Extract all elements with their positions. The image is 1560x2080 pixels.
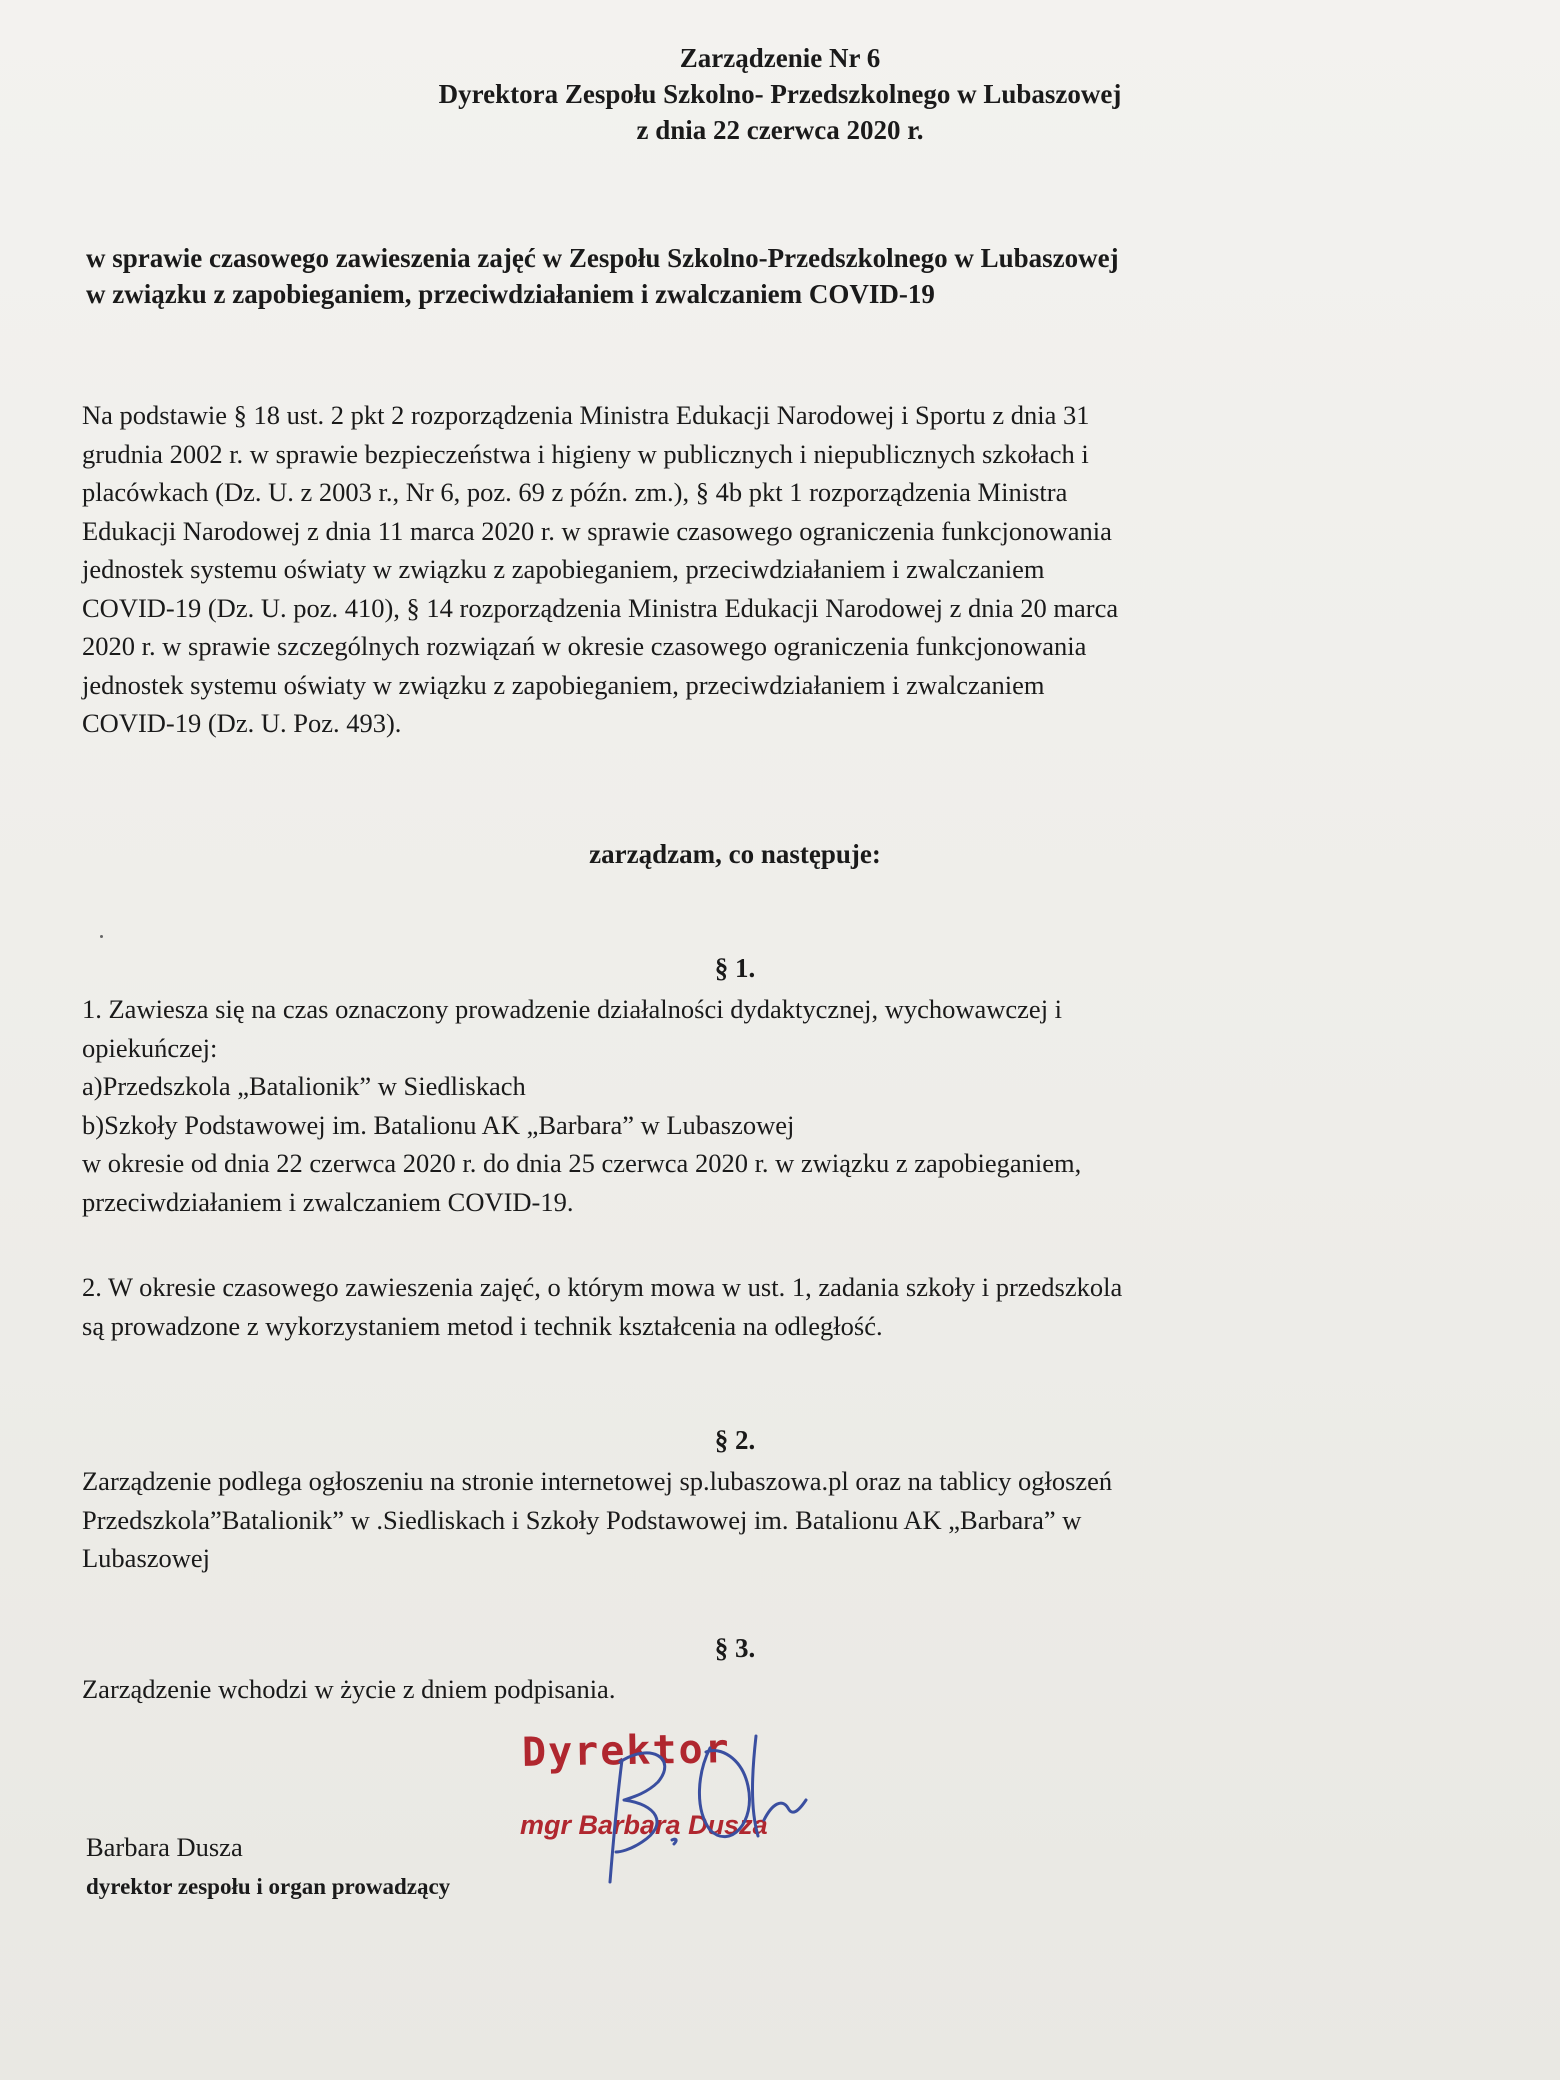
subject-line: w sprawie czasowego zawieszenia zajęć w Zespołu Szkolno-Przedszkolnego w Lubaszowej xyxy=(86,243,1119,273)
section-1-paragraph-2 xyxy=(82,1268,1422,1345)
document-issuer: Dyrektora Zespołu Szkolno- Przedszkolnego w Lubaszowej xyxy=(438,79,1122,109)
legal-basis-line: 2020 r. w sprawie szczególnych rozwiązań w okresie czasowego ograniczenia funkcjonowania xyxy=(82,631,1087,661)
handwritten-signature xyxy=(560,1712,820,1892)
section-line: są prowadzone z wykorzystaniem metod i technik kształcenia na odległość. xyxy=(82,1310,883,1341)
signature-stroke xyxy=(616,1753,665,1852)
section-line: Zarządzenie wchodzi w życie z dniem podpisania. xyxy=(82,1674,616,1704)
legal-basis-line: placówkach (Dz. U. z 2003 r., Nr 6, poz. 69 z późn. zm.), § 4b pkt 1 rozporządzenia Ministra xyxy=(82,477,1068,507)
legal-basis-line: grudnia 2002 r. w sprawie bezpieczeństwa i higieny w publicznych i niepublicznych szkołach i xyxy=(82,438,1089,469)
document-header xyxy=(0,40,1560,148)
legal-basis-line: Na podstawie § 18 ust. 2 pkt 2 rozporządzenia Ministra Edukacji Narodowej i Sportu z dnia 31 xyxy=(82,400,1090,430)
document-date: z dnia 22 czerwca 2020 r. xyxy=(636,115,924,145)
legal-basis-paragraph xyxy=(82,396,1372,743)
section-line: a)Przedszkola „Batalionik” w Siedliskach xyxy=(82,1071,526,1101)
section-line: w okresie od dnia 22 czerwca 2020 r. do dnia 25 czerwca 2020 r. w związku z zapobieganiem, xyxy=(82,1148,1082,1178)
section-2-heading: § 2. xyxy=(714,1425,756,1455)
section-line: 2. W okresie czasowego zawieszenia zajęć, o którym mowa w ust. 1, zadania szkoły i przedszkola xyxy=(82,1272,1123,1302)
signer-name: Barbara Dusza xyxy=(86,1832,243,1862)
stamp-title: Dyrektor xyxy=(521,1726,732,1776)
signer-role: dyrektor zespołu i organ prowadzący xyxy=(86,1874,451,1899)
signature-stroke xyxy=(610,1760,622,1882)
subject-line: w związku z zapobieganiem, przeciwdziałaniem i zwalczaniem COVID-19 xyxy=(86,279,935,309)
section-3-paragraph xyxy=(82,1670,1422,1709)
document-subject xyxy=(86,240,1486,312)
signature-stroke xyxy=(699,1748,749,1837)
section-line: przeciwdziałaniem i zwalczaniem COVID-19. xyxy=(82,1186,574,1217)
section-line: Lubaszowej xyxy=(82,1543,211,1573)
decree-heading: zarządzam, co następuje: xyxy=(589,839,881,869)
section-3-heading: § 3. xyxy=(714,1633,756,1663)
legal-basis-line: COVID-19 (Dz. U. poz. 410), § 14 rozporządzenia Ministra Edukacji Narodowej z dnia 20 marca xyxy=(82,592,1119,623)
section-line: Zarządzenie podlega ogłoszeniu na stronie internetowej sp.lubaszowa.pl oraz na tablicy ogłoszeń xyxy=(82,1466,1113,1496)
section-line: Przedszkola”Batalionik” w .Siedliskach i Szkoły Podstawowej im. Batalionu AK „Barbara” w xyxy=(82,1504,1082,1535)
signature-stroke xyxy=(753,1736,759,1836)
legal-basis-line: COVID-19 (Dz. U. Poz. 493). xyxy=(82,708,402,738)
section-line: 1. Zawiesza się na czas oznaczony prowadzenie działalności dydaktycznej, wychowawczej i xyxy=(82,994,1063,1024)
document-title: Zarządzenie Nr 6 xyxy=(679,43,881,73)
signature-stroke xyxy=(764,1800,806,1820)
section-line: opiekuńczej: xyxy=(82,1032,218,1063)
legal-basis-line: jednostek systemu oświaty w związku z zapobieganiem, przeciwdziałaniem i zwalczaniem xyxy=(82,554,1045,584)
stamp-name: mgr Barbara Dusza xyxy=(520,1810,768,1840)
legal-basis-line: Edukacji Narodowej z dnia 11 marca 2020 r. w sprawie czasowego ograniczenia funkcjonowania xyxy=(82,515,1112,546)
legal-basis-line: jednostek systemu oświaty w związku z zapobieganiem, przeciwdziałaniem i zwalczaniem xyxy=(82,669,1045,700)
section-1-paragraph-1 xyxy=(82,990,1422,1221)
section-1-heading: § 1. xyxy=(714,953,756,983)
signature-stroke xyxy=(672,1839,676,1844)
section-2-paragraph xyxy=(82,1462,1422,1578)
paper-speck xyxy=(100,935,103,938)
section-line: b)Szkoły Podstawowej im. Batalionu AK „Barbara” w Lubaszowej xyxy=(82,1109,795,1140)
